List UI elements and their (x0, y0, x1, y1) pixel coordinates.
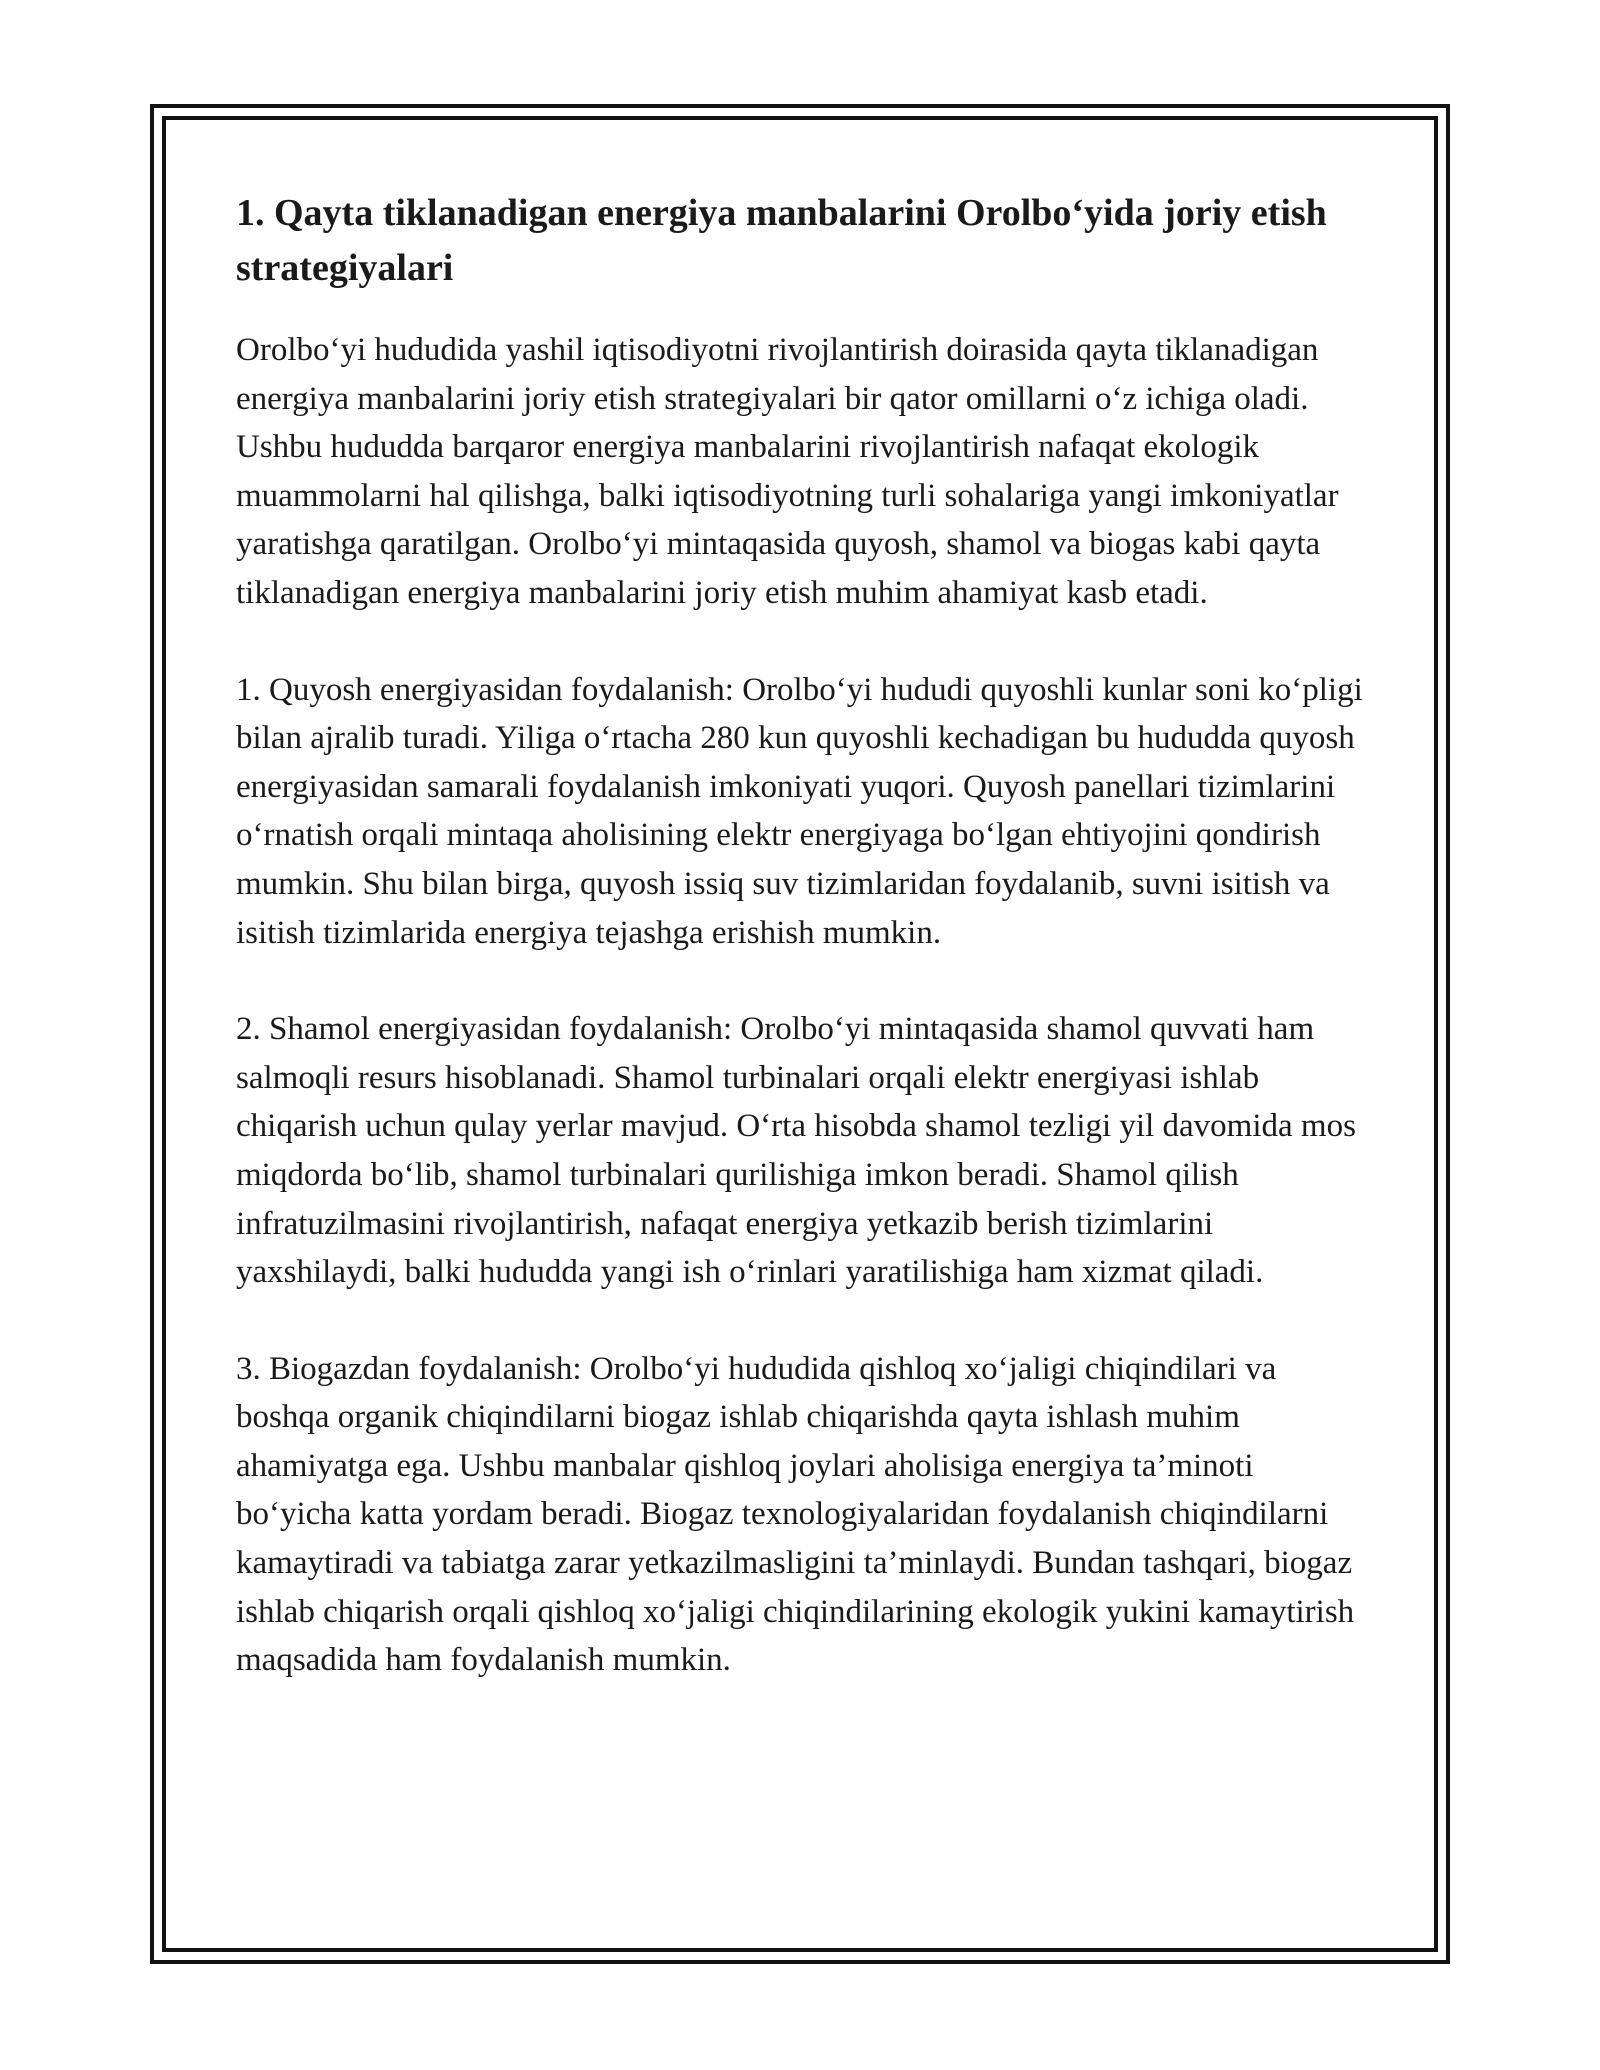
biogas-paragraph: 3. Biogazdan foydalanish: Orolbo‘yi hududida qishloq xo‘jaligi chiqindilari va boshqa organik chiqindilarni biogaz ishlab chiqarishda qayta ishlash muhim ahamiyatga ega. Ushbu manbalar qishloq joylari aholisiga energiya ta’minoti bo‘yicha katta yordam beradi. Biogaz texnologiyalaridan foydalanish chiqindilarni kamaytiradi va tabiatga zarar yetkazilmasligini ta’minlaydi. Bundan tashqari, biogaz ishlab chiqarish orqali qishloq xo‘jaligi chiqindilarining ekologik yukini kamaytirish maqsadida ham foydalanish mumkin. (236, 1350, 1355, 1679)
section-title: 1. Qayta tiklanadigan energiya manbalarini Orolbo‘yida joriy etish strategiyalari (236, 192, 1327, 289)
solar-energy-paragraph: 1. Quyosh energiyasidan foydalanish: Orolbo‘yi hududi quyoshli kunlar soni ko‘pligi bilan ajralib turadi. Yiliga o‘rtacha 280 kun quyoshli kechadigan bu hududda quyosh energiyasidan samarali foydalanish imkoniyati yuqori. Quyosh panellari tizimlarini o‘rnatish orqali mintaqa aholisining elektr energiyaga bo‘lgan ehtiyojini qondirish mumkin. Shu bilan birga, quyosh issiq suv tizimlaridan foydalanib, suvni isitish va isitish tizimlarida energiya tejashga erishish mumkin. (236, 671, 1363, 951)
intro-paragraph: Orolbo‘yi hududida yashil iqtisodiyotni rivojlantirish doirasida qayta tiklanadigan energiya manbalarini joriy etish strategiyalari bir qator omillarni o‘z ichiga oladi. Ushbu hududda barqaror energiya manbalarini rivojlantirish nafaqat ekologik muammolarni hal qilishga, balki iqtisodiyotning turli sohalariga yangi imkoniyatlar yaratishga qaratilgan. Orolbo‘yi mintaqasida quyosh, shamol va biogas kabi qayta tiklanadigan energiya manbalarini joriy etish muhim ahamiyat kasb etadi. (236, 332, 1339, 611)
document-body (236, 186, 1372, 1733)
wind-energy-paragraph: 2. Shamol energiyasidan foydalanish: Orolbo‘yi mintaqasida shamol quvvati ham salmoqli resurs hisoblanadi. Shamol turbinalari orqali elektr energiyasi ishlab chiqarish uchun qulay yerlar mavjud. O‘rta hisobda shamol tezligi yil davomida mos miqdorda bo‘lib, shamol turbinalari qurilishiga imkon beradi. Shamol qilish infratuzilmasini rivojlantirish, nafaqat energiya yetkazib berish tizimlarini yaxshilaydi, balki hududda yangi ish o‘rinlari yaratilishiga ham xizmat qiladi. (236, 1011, 1356, 1291)
